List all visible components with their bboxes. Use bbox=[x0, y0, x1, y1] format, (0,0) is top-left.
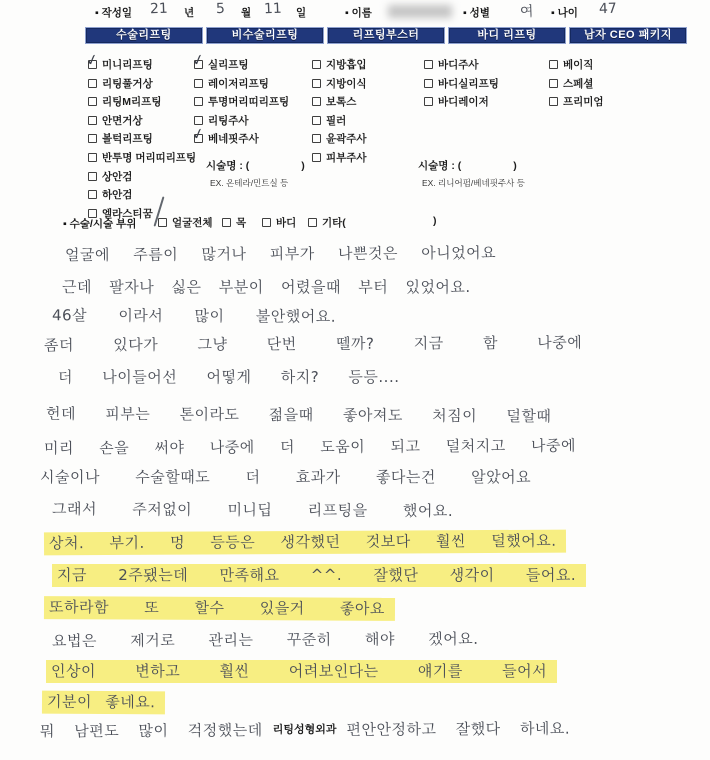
checkbox-label: 투명머리띠리프팅 bbox=[208, 96, 290, 109]
handwritten-line: 근데 팔자나 싫은 부분이 어렸을때 부터 있었어요. bbox=[62, 278, 471, 296]
handwritten-check-mark: ✓ bbox=[190, 124, 207, 145]
checkbox[interactable] bbox=[549, 79, 558, 88]
checkbox-label: 목 bbox=[236, 217, 247, 229]
gender-value-handwritten: 여 bbox=[519, 3, 534, 21]
checkbox-label: 리팅M리프팅 bbox=[102, 96, 162, 109]
checkbox-label: 반투명 머리띠리프팅 bbox=[102, 152, 197, 164]
area-other-close-paren: ) bbox=[433, 215, 437, 227]
category-header: 수술리프팅 bbox=[85, 27, 203, 44]
checkbox[interactable] bbox=[308, 218, 317, 227]
area-option-item bbox=[262, 215, 296, 230]
checkbox[interactable] bbox=[88, 153, 97, 162]
checkbox-item bbox=[88, 206, 153, 221]
checkbox-item bbox=[424, 57, 479, 72]
procedure-example-label: EX. 온테라/민트실 등 bbox=[210, 178, 289, 188]
checkbox-label: 얼굴전체 bbox=[172, 217, 213, 229]
category-header: 바디 리프팅 bbox=[448, 27, 566, 44]
checkbox-item bbox=[424, 76, 499, 91]
handwritten-line: 얼굴에 주름이 많거나 피부가 나쁜것은 아니었어요 bbox=[64, 243, 497, 265]
handwritten-text: 뭐 남편도 많이 걱정했는데 bbox=[39, 721, 263, 741]
handwritten-line: 요법은 제거로 관리는 꾸준히 해야 겠어요. bbox=[51, 629, 479, 651]
checkbox-label: 미니리프팅 bbox=[102, 59, 153, 71]
date-day-handwritten: 11 bbox=[263, 0, 283, 18]
checkbox-label: 안면거상 bbox=[102, 114, 143, 127]
procedure-name-close-paren: ) bbox=[301, 160, 305, 172]
name-value-redacted bbox=[388, 5, 452, 18]
checkbox[interactable] bbox=[424, 97, 433, 106]
checkbox-item bbox=[312, 150, 367, 165]
category-header: 비수술리프팅 bbox=[206, 27, 324, 44]
checkbox-label: 피부주사 bbox=[326, 152, 367, 164]
clinic-name-printed: 리팅성형외과 bbox=[272, 723, 337, 737]
checkbox[interactable] bbox=[312, 60, 321, 69]
procedure-name-open-label: 시술명 : ( bbox=[206, 160, 250, 172]
area-option-item bbox=[308, 215, 346, 230]
checkbox-item bbox=[312, 76, 367, 91]
checkbox[interactable] bbox=[549, 60, 558, 69]
gender-label: ▪ 성별 bbox=[463, 7, 490, 19]
handwritten-line bbox=[44, 596, 395, 619]
checkbox-label: 리팅풀거상 bbox=[102, 77, 153, 90]
procedure-name-close-paren: ) bbox=[513, 160, 517, 172]
checkbox-label: 베네핏주사 bbox=[208, 133, 259, 146]
checkbox-item bbox=[312, 131, 367, 146]
checkbox[interactable] bbox=[312, 153, 321, 162]
checkbox[interactable] bbox=[262, 218, 271, 227]
checkbox-item bbox=[88, 150, 196, 165]
checkbox-item bbox=[84, 49, 153, 72]
checkbox[interactable] bbox=[88, 172, 97, 181]
checkbox[interactable] bbox=[88, 97, 97, 106]
checkbox-item bbox=[88, 113, 143, 128]
handwritten-line bbox=[52, 564, 586, 585]
checkbox-label: 볼턱리프팅 bbox=[102, 133, 153, 146]
checkbox[interactable] bbox=[312, 97, 321, 106]
checkbox[interactable] bbox=[84, 49, 101, 71]
checkbox-item bbox=[312, 113, 346, 128]
handwritten-line bbox=[40, 718, 570, 742]
surgery-area-label: ▪ 수술/시술 부위 bbox=[63, 218, 137, 230]
checkbox-label: 기타( bbox=[322, 217, 346, 229]
checkbox[interactable] bbox=[88, 116, 97, 125]
checkbox-label: 바디 bbox=[276, 217, 297, 229]
handwritten-line: 그래서 주저없이 미니딥 리프팅을 했어요. bbox=[51, 499, 454, 521]
checkbox-item bbox=[312, 94, 356, 109]
area-option-item bbox=[222, 215, 246, 230]
checkbox-item bbox=[549, 76, 593, 91]
checkbox-item bbox=[190, 49, 249, 72]
checkbox-label: 바디실리프팅 bbox=[438, 77, 499, 90]
checkbox-label: 하안검 bbox=[102, 189, 133, 202]
checkbox-label: 필러 bbox=[326, 114, 347, 127]
checkbox-label: 지방이식 bbox=[326, 77, 367, 90]
checkbox[interactable] bbox=[222, 218, 231, 227]
checkbox[interactable] bbox=[312, 79, 321, 88]
handwritten-line: 46살 이라서 많이 불안했어요. bbox=[51, 306, 337, 326]
checkbox[interactable] bbox=[88, 209, 97, 218]
checkbox-label: 바디주사 bbox=[438, 59, 479, 71]
handwritten-line: 미리 손을 써야 나중에 더 도움이 되고 덜처지고 나중에 bbox=[43, 436, 576, 458]
checkbox-item bbox=[194, 94, 289, 109]
month-unit-label: 월 bbox=[241, 7, 252, 19]
checkbox-item bbox=[88, 169, 132, 184]
age-value-handwritten: 47 bbox=[598, 0, 618, 18]
date-year-handwritten: 21 bbox=[149, 0, 169, 18]
checkbox[interactable] bbox=[424, 79, 433, 88]
checkbox[interactable] bbox=[88, 134, 97, 143]
checkbox-item bbox=[424, 94, 489, 109]
checkbox[interactable] bbox=[312, 116, 321, 125]
handwritten-line bbox=[44, 530, 567, 554]
checkbox[interactable] bbox=[424, 60, 433, 69]
handwritten-line bbox=[46, 660, 557, 681]
checkbox-item bbox=[88, 187, 132, 202]
handwritten-check-mark: ✓ bbox=[84, 49, 101, 71]
highlighted-handwritten-text: 지금 2주됐는데 만족해요 ^^. 잘했단 생각이 들어요. bbox=[52, 564, 586, 587]
checkbox-item bbox=[549, 94, 604, 109]
procedure-example-label: EX. 리니어펌/베네핏주사 등 bbox=[422, 178, 525, 188]
checkbox-label: 지방흡입 bbox=[326, 59, 367, 71]
handwritten-line: 좀더 있다가 그냥 단번 뗄까? 지금 함 나중에 bbox=[43, 333, 583, 355]
checkbox-label: 바디레이저 bbox=[438, 96, 489, 109]
highlighted-handwritten-text: 상처. 부기. 멍 등등은 생각했던 것보다 훨씬 덜했어요. bbox=[44, 530, 567, 556]
highlighted-handwritten-text: 또하라함 또 할수 있을거 좋아요 bbox=[44, 596, 395, 621]
checkbox-item bbox=[190, 124, 259, 146]
highlighted-handwritten-text: 인상이 변하고 훨씬 어려보인다는 얘기를 들어서 bbox=[46, 660, 557, 683]
checkbox-item bbox=[88, 76, 153, 91]
checkbox-item bbox=[549, 57, 593, 72]
checkbox[interactable] bbox=[312, 134, 321, 143]
year-unit-label: 년 bbox=[184, 7, 195, 19]
area-option-item bbox=[158, 215, 213, 230]
handwritten-check-mark: ✓ bbox=[190, 49, 207, 71]
procedure-name-open-label: 시술명 : ( bbox=[418, 160, 462, 172]
checkbox-item bbox=[88, 131, 153, 146]
checkbox[interactable] bbox=[194, 97, 203, 106]
checkbox-label: 스페셜 bbox=[563, 77, 594, 90]
procedure-name-field bbox=[206, 158, 305, 189]
checkbox-label: 레이저리프팅 bbox=[208, 77, 269, 90]
checkbox-item bbox=[88, 94, 161, 109]
checkbox-label: 상안검 bbox=[102, 170, 133, 183]
checkbox[interactable] bbox=[190, 49, 207, 71]
checkbox-label: 리팅주사 bbox=[208, 114, 249, 127]
highlighted-handwritten-text: 기분이 좋네요. bbox=[42, 691, 166, 715]
day-unit-label: 일 bbox=[296, 7, 307, 19]
checkbox-label: 보톡스 bbox=[326, 96, 357, 109]
checkbox[interactable] bbox=[194, 79, 203, 88]
checkbox-label: 윤곽주사 bbox=[326, 133, 367, 146]
checkbox[interactable] bbox=[88, 79, 97, 88]
name-label: ▪ 이름 bbox=[345, 7, 372, 19]
date-month-handwritten: 5 bbox=[215, 0, 226, 18]
handwritten-line bbox=[42, 691, 166, 713]
handwritten-text: 편안안정하고 잘했다 하네요. bbox=[346, 719, 571, 739]
checkbox-item bbox=[312, 57, 367, 72]
handwritten-line: 시술이나 수술할때도 더 효과가 좋다는건 알았어요 bbox=[40, 468, 532, 486]
checkbox-label: 프리미엄 bbox=[563, 96, 604, 109]
checkbox[interactable] bbox=[549, 97, 558, 106]
checkbox[interactable] bbox=[190, 124, 207, 145]
handwritten-line: 더 나이들어선 어떻게 하지? 등등.... bbox=[58, 368, 400, 386]
age-label: ▪ 나이 bbox=[551, 7, 578, 19]
category-header: 리프팅부스터 bbox=[327, 27, 445, 44]
procedure-name-field bbox=[418, 158, 525, 189]
category-header: 남자 CEO 패키지 bbox=[569, 27, 687, 44]
checkbox[interactable] bbox=[88, 190, 97, 199]
date-label: ▪ 작성일 bbox=[95, 7, 133, 19]
checkbox-item bbox=[194, 76, 269, 91]
checkbox-label: 실리프팅 bbox=[208, 59, 249, 71]
checkbox[interactable] bbox=[158, 218, 167, 227]
checkbox-label: 베이직 bbox=[563, 59, 594, 71]
handwritten-line: 헌데 피부는 톤이라도 젊을때 좋아져도 처짐이 덜할때 bbox=[45, 404, 552, 426]
checkbox-label: 엘라스티꿈 bbox=[102, 207, 153, 220]
